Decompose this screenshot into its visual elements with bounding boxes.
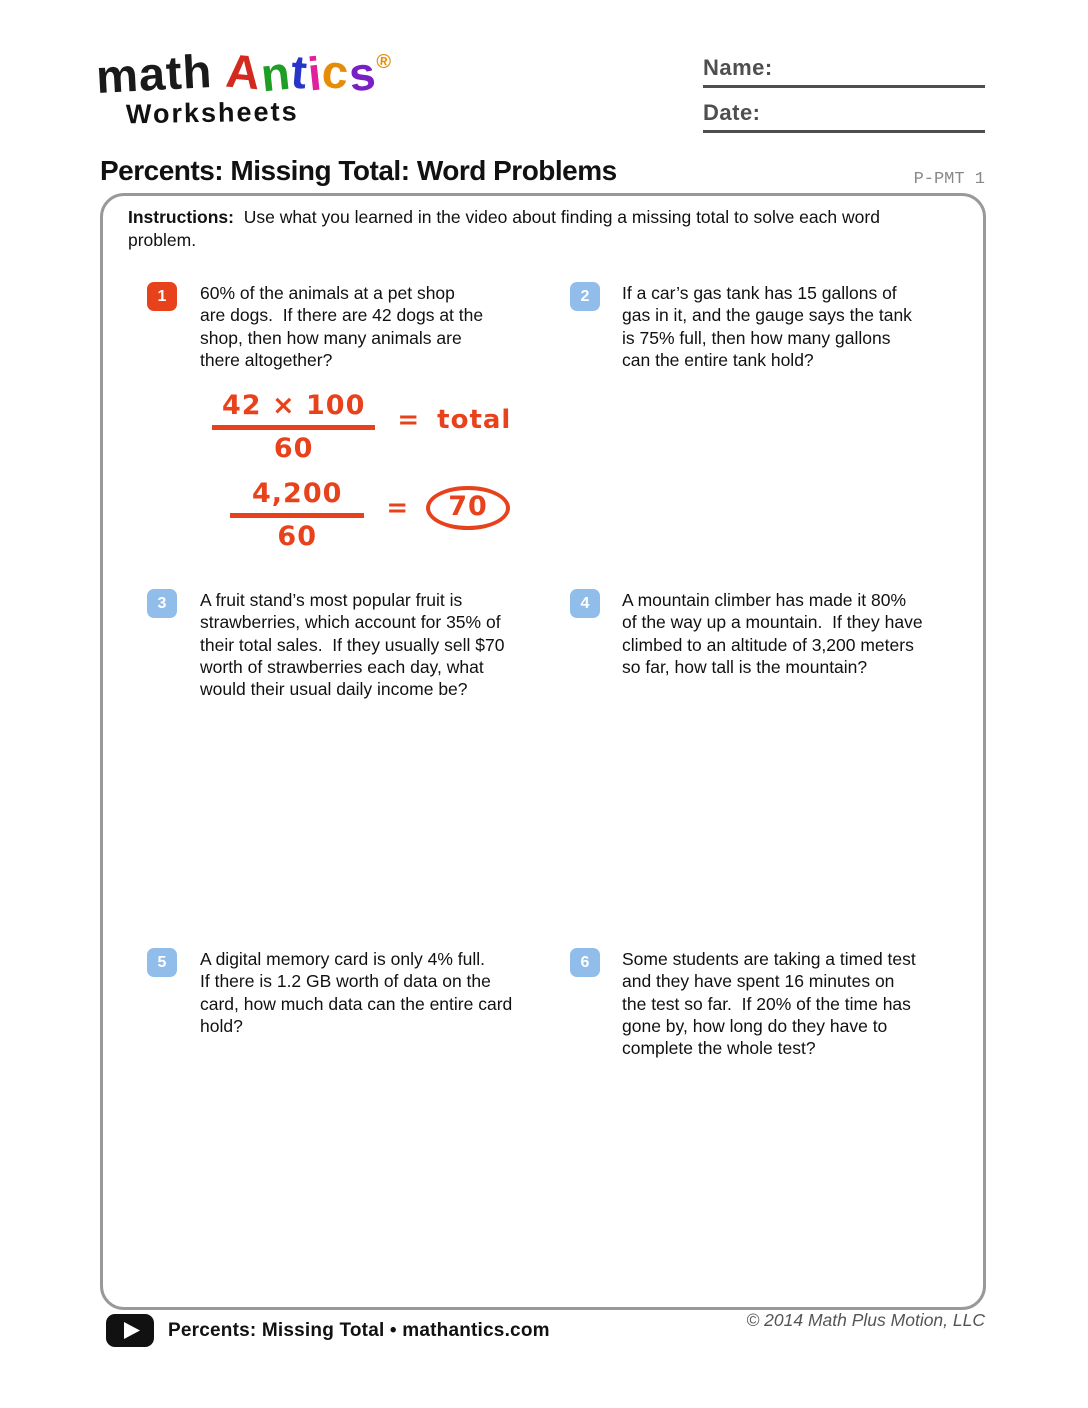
play-icon <box>106 1314 154 1347</box>
problem-6-text: Some students are taking a timed test and they have spent 16 minutes on the test so far. If 20% of the time has gone by, how long do they have to complete the whole test? <box>622 949 916 1059</box>
work-fraction-1-numerator: 42 × 100 <box>212 390 375 430</box>
problem-2-text: If a car’s gas tank has 15 gallons of gas in it, and the gauge says the tank is 75% full, then how many gallons can the entire tank hold? <box>622 283 912 370</box>
worksheet-title: Percents: Missing Total: Word Problems <box>100 155 617 186</box>
footer-video-label: Percents: Missing Total • mathantics.com <box>168 1319 550 1341</box>
work-equals-2: = <box>386 493 409 523</box>
problem-3-badge: 3 <box>147 589 177 618</box>
problem-2-badge: 2 <box>570 282 600 311</box>
work-step-1 <box>212 390 511 464</box>
work-equals-1: = <box>397 405 420 435</box>
logo-subtitle: Worksheets <box>125 96 299 130</box>
problem-3-text: A fruit stand’s most popular fruit is strawberries, which account for 35% of their total sales. If they usually sell $70 worth of strawberries each day, what would their usual daily income be? <box>200 590 505 700</box>
problem-6-badge: 6 <box>570 948 600 977</box>
name-label: Name: <box>703 55 773 80</box>
problem-1-badge: 1 <box>147 282 177 311</box>
work-step-2 <box>230 478 511 552</box>
worksheet-code: P-PMT 1 <box>913 170 985 189</box>
work-fraction-2 <box>230 478 364 552</box>
mathantics-logo <box>94 43 393 130</box>
instructions-text: Use what you learned in the video about finding a missing total to solve each word problem. <box>128 207 885 250</box>
answer-oval: 70 <box>426 486 510 530</box>
work-fraction-1 <box>212 390 375 464</box>
work-fraction-1-denominator: 60 <box>273 433 314 464</box>
problem-1-text: 60% of the animals at a pet shop are dogs. If there are 42 dogs at the shop, then how many animals are there altogether? <box>200 283 484 370</box>
logo-word-antics: Antics® <box>224 43 393 102</box>
handwritten-work <box>212 390 511 552</box>
instructions <box>128 206 903 252</box>
date-field-row <box>703 100 985 133</box>
logo-word-math: math <box>94 43 214 104</box>
name-field-row <box>703 55 985 88</box>
problem-5-text: A digital memory card is only 4% full. If there is 1.2 GB worth of data on the card, how much data can the entire card hold? <box>200 949 513 1036</box>
work-fraction-2-denominator: 60 <box>277 521 317 552</box>
work-answer-circled <box>426 486 510 530</box>
problem-4-text: A mountain climber has made it 80% of the way up a mountain. If they have climbed to an altitude of 3,200 meters so far, how tall is the mountain? <box>622 590 923 677</box>
work-result-total: total <box>437 405 512 435</box>
instructions-label: Instructions: <box>128 207 234 227</box>
logo-wordmark <box>94 43 393 104</box>
date-label: Date: <box>703 100 761 125</box>
footer-copyright: © 2014 Math Plus Motion, LLC <box>746 1310 985 1330</box>
problem-5-badge: 5 <box>147 948 177 977</box>
problem-4-badge: 4 <box>570 589 600 618</box>
footer-video-link <box>106 1314 550 1347</box>
work-fraction-2-numerator: 4,200 <box>230 478 364 518</box>
